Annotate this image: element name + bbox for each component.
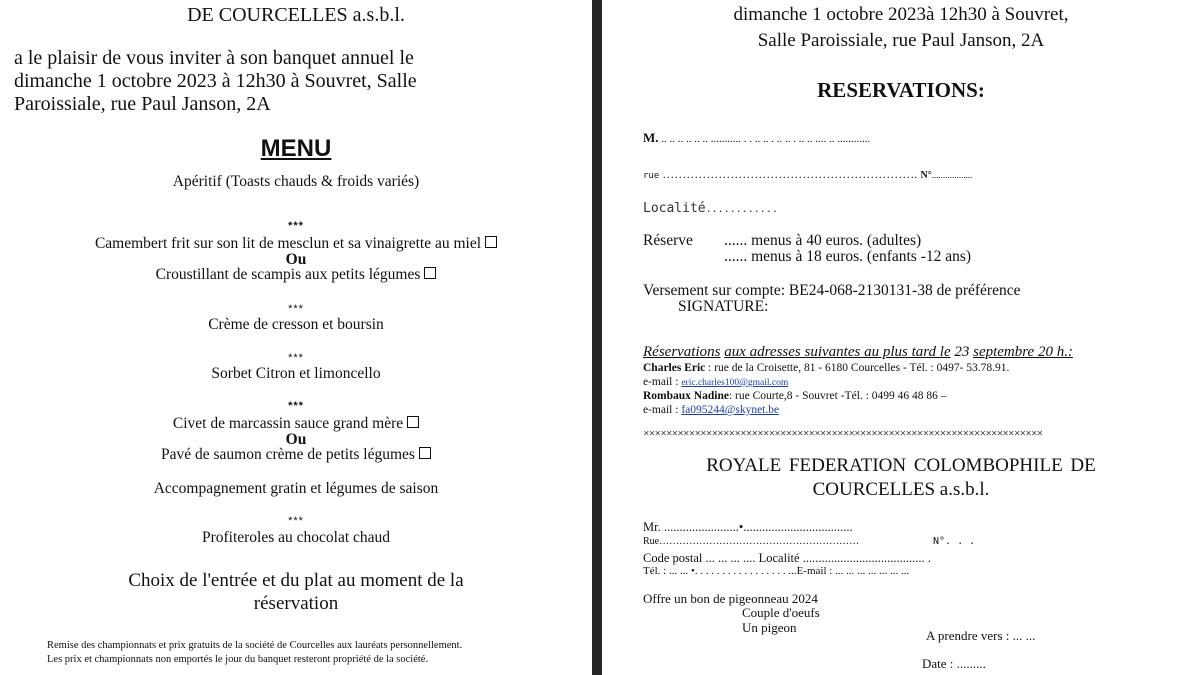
invitation-text: a le plaisir de vous inviter à son banquet annuel le dimanche 1 octobre 2023 à 12h30 à Souvret, Salle Paroissiale, rue Paul Janson, 2A <box>14 47 417 115</box>
name-field[interactable]: M. .. .. .. .. .. .. ........... . . .. .. . .. .. . .. .. .... .. ............ <box>643 130 871 145</box>
contact-2-email-link[interactable]: fa095244@skynet.be <box>681 404 780 416</box>
footer-note: Remise des championnats et prix gratuits de la société de Courcelles aux lauréats personnellement. Les prix et championnats non emportés le jour du banquet resteront propriété de la société. <box>47 640 463 665</box>
date-line: dimanche 1 octobre 2023à 12h30 à Souvret, <box>733 4 1069 25</box>
org-line: DE COURCELLES a.s.b.l. <box>187 4 405 26</box>
or-label: Ou <box>285 251 307 268</box>
menu-aperitif: Apéritif (Toasts chauds & froids variés) <box>172 173 420 190</box>
contact-2-email-row: e-mail : fa095244@skynet.be <box>643 404 780 416</box>
invitation-page <box>0 0 592 675</box>
place-line: Salle Paroissiale, rue Paul Janson, 2A <box>757 30 1045 51</box>
course-separator: *** <box>288 515 304 527</box>
street-field[interactable]: rue ………………………………………………………. N°.................. <box>643 167 973 181</box>
reservation-deadline: Réservations aux adresses suivantes au plus tard le 23 septembre 20 h.: <box>643 344 1073 360</box>
course-separator: *** <box>288 352 304 364</box>
form-number-field[interactable]: N°. . . <box>933 536 976 547</box>
menu-main-1: Civet de marcassin sauce grand mère <box>0 415 592 433</box>
or-label: Ou <box>285 431 307 448</box>
course-separator: *** <box>288 400 304 412</box>
locality-field[interactable]: Localité............ <box>643 201 778 216</box>
page-divider <box>592 0 602 675</box>
menu-main-2: Pavé de saumon crème de petits légumes <box>0 446 592 464</box>
contact-1-email-link[interactable]: eric.charles100@gmail.com <box>681 378 789 388</box>
menu-dessert: Profiteroles au chocolat chaud <box>201 529 391 546</box>
offer-pigeon: Un pigeon <box>742 620 797 635</box>
contact-1-email-row: e-mail : eric.charles100@gmail.com <box>643 376 789 388</box>
offer-eggs: Couple d'oeufs <box>742 605 820 620</box>
checkbox-starter-2[interactable] <box>424 267 436 279</box>
federation-line-1: ROYALE FEDERATION COLOMBOPHILE DE <box>706 455 1096 476</box>
reserve-adults[interactable]: ...... menus à 40 euros. (adultes) <box>724 232 922 249</box>
form-street-field[interactable]: Rue…………………………………………………… <box>643 536 860 547</box>
federation-line-2: COURCELLES a.s.b.l. <box>812 479 990 500</box>
reserve-children[interactable]: ...... menus à 18 euros. (enfants -12 ans) <box>724 248 972 265</box>
checkbox-main-1[interactable] <box>407 416 419 428</box>
offer-line: Offre un bon de pigeonneau 2024 <box>643 591 818 606</box>
menu-title: MENU <box>260 135 332 162</box>
menu-starter-2: Croustillant de scampis aux petits légumes <box>0 266 592 284</box>
reservations-title: RESERVATIONS: <box>817 78 985 102</box>
course-separator: *** <box>288 220 304 232</box>
contact-2: Rombaux Nadine: rue Courte,8 - Souvret -Tél. : 0499 46 48 86 – <box>643 390 947 402</box>
course-separator: *** <box>288 303 304 315</box>
checkbox-starter-1[interactable] <box>485 236 497 248</box>
menu-side: Accompagnement gratin et légumes de saison <box>153 480 439 497</box>
reserve-label: Réserve <box>643 232 693 249</box>
form-phone-email[interactable]: Tél. : ... ... •. . . . . . . . . . . . . . . . . ...E-mail : ... ... ... ... ... ... ... <box>643 565 910 577</box>
bank-transfer: Versement sur compte: BE24-068-2130131-38 de préférence <box>643 282 1021 299</box>
menu-starter-1: Camembert frit sur son lit de mesclun et sa vinaigrette au miel <box>0 235 592 253</box>
date-field[interactable]: Date : ......... <box>922 656 986 671</box>
menu-soup: Crème de cresson et boursin <box>208 316 384 333</box>
form-name-field[interactable]: Mr. ........................•................................... <box>643 520 853 534</box>
cut-line: ✕✕✕✕✕✕✕✕✕✕✕✕✕✕✕✕✕✕✕✕✕✕✕✕✕✕✕✕✕✕✕✕✕✕✕✕✕✕✕✕✕✕✕✕✕✕✕✕✕✕✕✕✕✕✕✕✕✕✕✕✕✕✕✕✕✕✕✕✕✕ <box>643 429 1043 438</box>
contact-1: Charles Eric : rue de la Croisette, 81 - 6180 Courcelles - Tél. : 0497- 53.78.91. <box>643 362 1010 374</box>
checkbox-main-2[interactable] <box>419 447 431 459</box>
form-postcode-locality[interactable]: Code postal ... ... ... .... Localité ....................................... . <box>643 551 931 565</box>
reservation-page <box>602 0 1200 675</box>
signature-label: SIGNATURE: <box>678 298 769 315</box>
choice-note: Choix de l'entrée et du plat au moment de la réservation <box>128 570 464 614</box>
pickup-time-field[interactable]: A prendre vers : ... ... <box>926 628 1036 643</box>
menu-sorbet: Sorbet Citron et limoncello <box>211 365 381 382</box>
